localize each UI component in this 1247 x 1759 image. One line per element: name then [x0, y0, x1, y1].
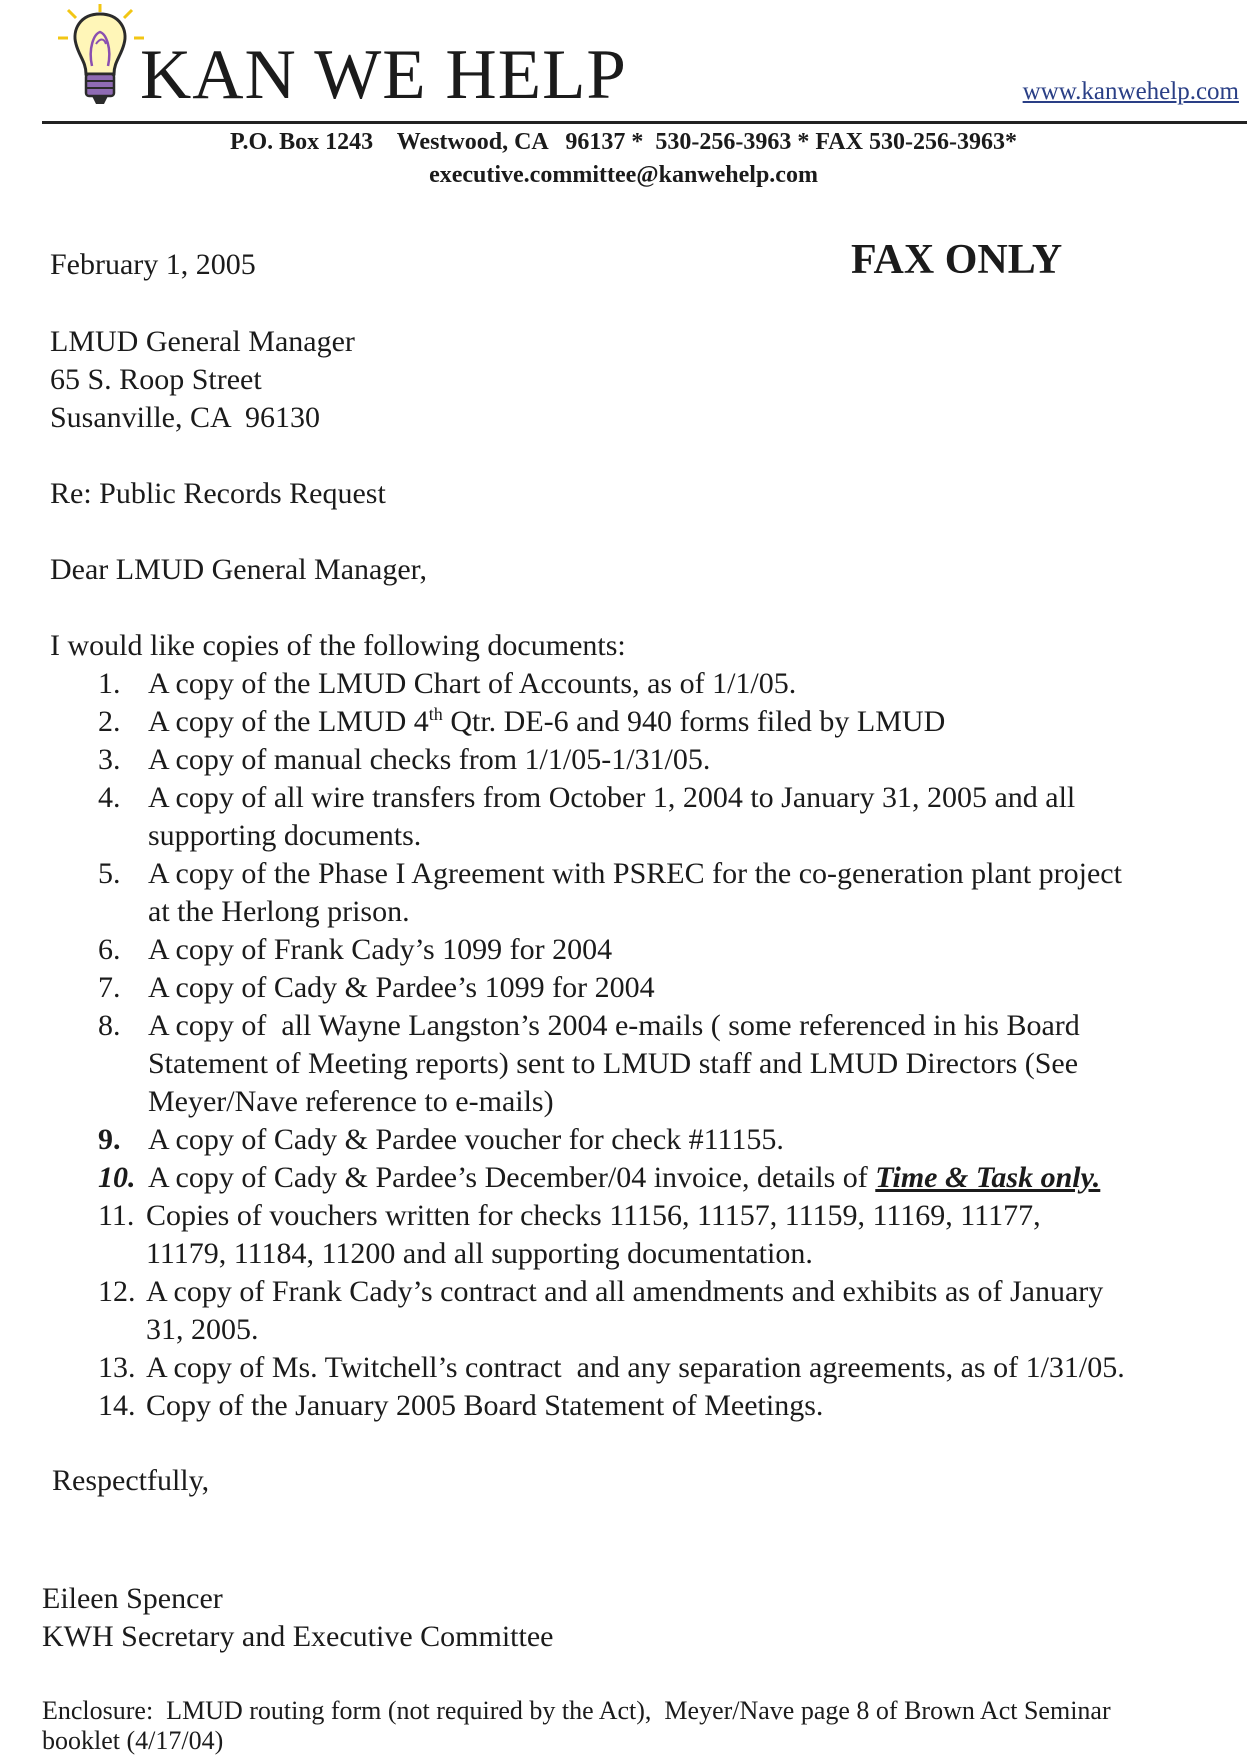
list-number: 7.: [98, 971, 121, 1004]
letterhead-divider: [42, 121, 1247, 124]
enclosure-note-continuation: booklet (4/17/04): [42, 1726, 224, 1755]
list-number: 12.: [98, 1275, 136, 1308]
list-item: Copy of the January 2005 Board Statement of Meetings.: [146, 1389, 824, 1422]
superscript: th: [428, 704, 443, 724]
list-number: 10.: [98, 1161, 136, 1194]
list-number: 3.: [98, 743, 121, 776]
list-number: 2.: [98, 705, 121, 738]
salutation: Dear LMUD General Manager,: [50, 553, 427, 586]
list-number: 11.: [98, 1199, 135, 1232]
list-item: A copy of the Phase I Agreement with PSREC for the co-generation plant project: [148, 857, 1122, 890]
list-number: 13.: [98, 1351, 136, 1384]
list-item-continuation: Statement of Meeting reports) sent to LMUD staff and LMUD Directors (See: [148, 1047, 1079, 1080]
list-item: A copy of Frank Cady’s contract and all amendments and exhibits as of January: [146, 1275, 1104, 1308]
list-item: A copy of all Wayne Langston’s 2004 e-mails ( some referenced in his Board: [148, 1009, 1080, 1042]
list-item: A copy of manual checks from 1/1/05-1/31/05.: [148, 743, 711, 776]
fax-only-label: FAX ONLY: [851, 237, 1063, 283]
list-item: A copy of Cady & Pardee’s December/04 invoice, details of Time & Task only.: [148, 1161, 1101, 1194]
organization-name: KAN WE HELP: [140, 36, 627, 114]
list-item-continuation: supporting documents.: [148, 819, 422, 852]
list-number: 4.: [98, 781, 121, 814]
list-number: 9.: [98, 1123, 121, 1156]
letter-date: February 1, 2005: [50, 248, 256, 281]
list-item: A copy of Cady & Pardee voucher for check #11155.: [148, 1123, 784, 1156]
list-item: Copies of vouchers written for checks 11156, 11157, 11159, 11169, 11177,: [146, 1199, 1041, 1232]
emphasized-text: Time & Task only.: [875, 1161, 1101, 1194]
list-item: A copy of Frank Cady’s 1099 for 2004: [148, 933, 613, 966]
list-item-continuation: 11179, 11184, 11200 and all supporting documentation.: [146, 1237, 813, 1270]
list-number: 5.: [98, 857, 121, 890]
list-number: 14.: [98, 1389, 136, 1422]
intro-text: I would like copies of the following documents:: [50, 629, 626, 662]
address-line: P.O. Box 1243 Westwood, CA 96137 * 530-256-3963 * FAX 530-256-3963*: [230, 129, 1017, 155]
website-link[interactable]: www.kanwehelp.com: [1022, 78, 1239, 105]
recipient-line: Susanville, CA 96130: [50, 401, 321, 434]
list-item: A copy of Cady & Pardee’s 1099 for 2004: [148, 971, 655, 1004]
list-number: 6.: [98, 933, 121, 966]
subject-line: Re: Public Records Request: [50, 477, 386, 510]
list-number: 8.: [98, 1009, 121, 1042]
signer-title: KWH Secretary and Executive Committee: [42, 1620, 554, 1653]
email-address[interactable]: executive.committee@kanwehelp.com: [429, 162, 818, 188]
recipient-line: 65 S. Roop Street: [50, 363, 262, 396]
list-item-continuation: at the Herlong prison.: [148, 895, 410, 928]
enclosure-note: Enclosure: LMUD routing form (not required by the Act), Meyer/Nave page 8 of Brown Act Seminar: [42, 1696, 1111, 1725]
signer-name: Eileen Spencer: [42, 1582, 223, 1615]
closing: Respectfully,: [52, 1464, 210, 1497]
list-item: A copy of the LMUD Chart of Accounts, as of 1/1/05.: [148, 667, 797, 700]
list-item: A copy of the LMUD 4th Qtr. DE-6 and 940 forms filed by LMUD: [148, 704, 946, 738]
list-item: A copy of all wire transfers from October 1, 2004 to January 31, 2005 and all: [148, 781, 1076, 814]
recipient-line: LMUD General Manager: [50, 325, 355, 358]
list-item-continuation: Meyer/Nave reference to e-mails): [148, 1085, 554, 1118]
lightbulb-icon: [54, 4, 146, 108]
list-item: A copy of Ms. Twitchell’s contract and any separation agreements, as of 1/31/05.: [146, 1351, 1125, 1384]
list-number: 1.: [98, 667, 121, 700]
list-item-continuation: 31, 2005.: [146, 1313, 259, 1346]
